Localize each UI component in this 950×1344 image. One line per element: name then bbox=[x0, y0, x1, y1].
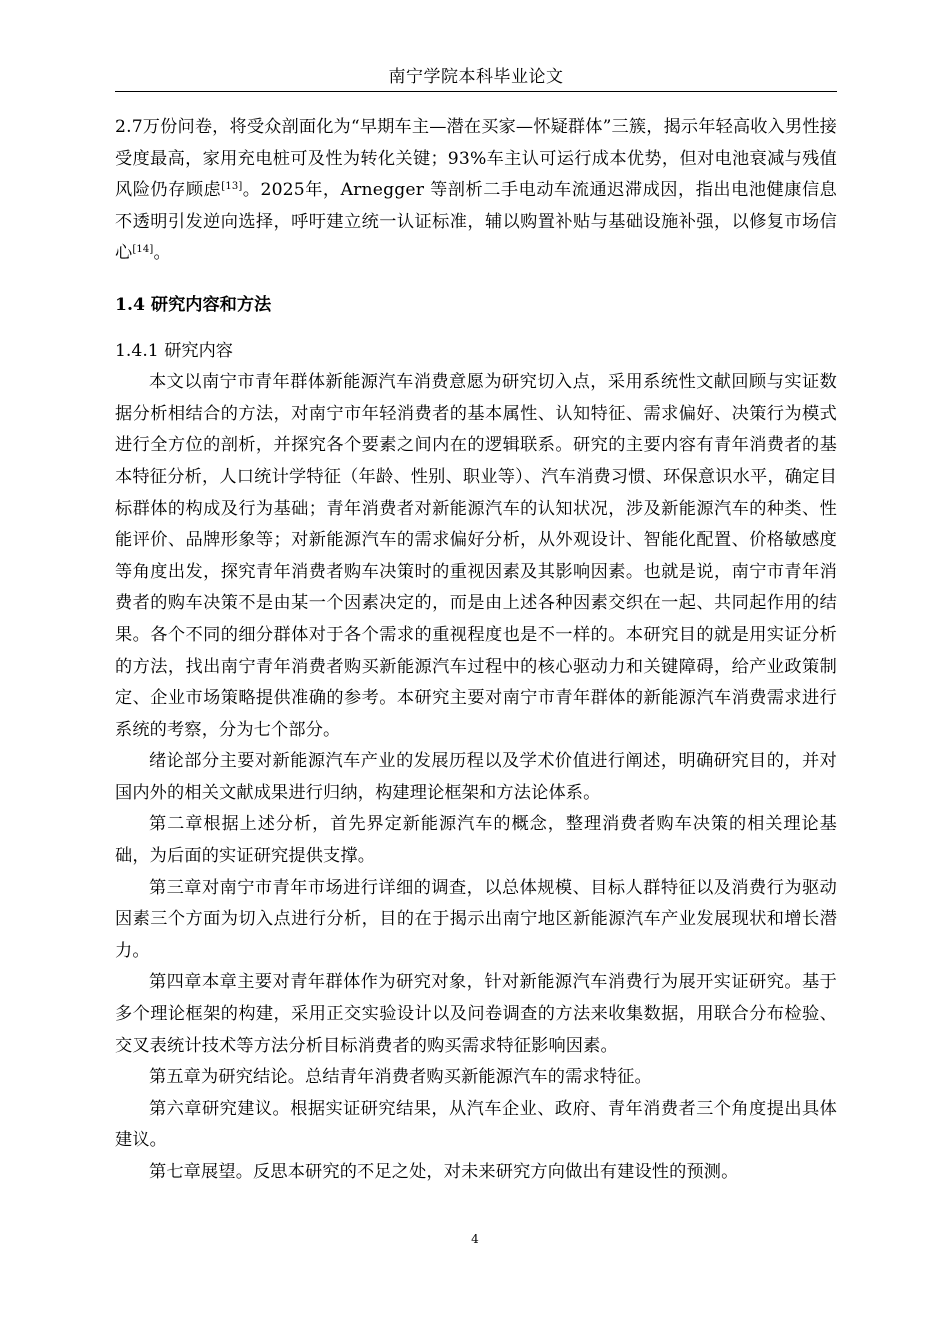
body-paragraph-chapter-2: 第二章根据上述分析，首先界定新能源汽车的概念，整理消费者购车决策的相关理论基础，为后面的实证研究提供支撑。 bbox=[115, 814, 837, 867]
section-heading: 1.4 研究内容和方法 bbox=[115, 294, 272, 315]
body-paragraph-chapter-5: 第五章为研究结论。总结青年消费者购买新能源汽车的需求特征。 bbox=[149, 1067, 652, 1088]
page-number: 4 bbox=[471, 1232, 479, 1246]
subsection-heading: 1.4.1 研究内容 bbox=[115, 340, 233, 361]
body-paragraph-chapter-1: 绪论部分主要对新能源汽车产业的发展历程以及学术价值进行阐述，明确研究目的，并对国内外的相关文献成果进行归纳，构建理论框架和方法论体系。 bbox=[115, 751, 837, 803]
intro-text-part1: 2.7万份问卷，将受众剖面化为“早期车主—潜在买家—怀疑群体”三簇，揭示年轻高收入男性接受度最高，家用充电桩可及性为转化关键；93%车主认可运行成本优势，但对电池衰减与残值风险仍存顾虑 bbox=[115, 117, 837, 201]
intro-text-part2: 。2025年，Arnegger 等剖析二手电动车流通迟滞成因，指出电池健康信息不透明引发逆向选择，呼吁建立统一认证标准，辅以购置补贴与基础设施补强，以修复市场信心 bbox=[115, 180, 837, 264]
body-paragraph-research-content: 本文以南宁市青年群体新能源汽车消费意愿为研究切入点，采用系统性文献回顾与实证数据分析相结合的方法，对南宁市年轻消费者的基本属性、认知特征、需求偏好、决策行为模式进行全方位的剖析，并探究各个要素之间内在的逻辑联系。研究的主要内容有青年消费者的基本特征分析，人口统计学特征（年龄、性别、职业等）、汽车消费习惯、环保意识水平，确定目标群体的构成及行为基础；青年消费者对新能源汽车的认知状况，涉及新能源汽车的种类、性能评价、品牌形象等；对新能源汽车的需求偏好分析，从外观设计、智能化配置、价格敏感度等角度出发，探究青年消费者购车决策时的重视因素及其影响因素。也就是说，南宁市青年消费者的购车决策不是由某一个因素决定的，而是由上述各种因素交织在一起、共同起作用的结果。各个不同的细分群体对于各个需求的重视程度也是不一样的。本研究目的就是用实证分析的方法，找出南宁青年消费者购买新能源汽车过程中的核心驱动力和关键障碍，给产业政策制定、企业市场策略提供准确的参考。本研究主要对南宁市青年群体的新能源汽车消费需求进行系统的考察，分为七个部分。 bbox=[115, 372, 837, 740]
intro-text-part3: 。 bbox=[153, 243, 171, 264]
intro-paragraph bbox=[115, 112, 837, 270]
body-paragraph-chapter-6: 第六章研究建议。根据实证研究结果，从汽车企业、政府、青年消费者三个角度提出具体建议。 bbox=[115, 1098, 837, 1151]
body-paragraph-chapter-4: 第四章本章主要对青年群体作为研究对象，针对新能源汽车消费行为展开实证研究。基于多个理论框架的构建，采用正交实验设计以及问卷调查的方法来收集数据，用联合分布检验、交叉表统计技术等方法分析目标消费者的购买需求特征影响因素。 bbox=[115, 972, 837, 1056]
document-body bbox=[115, 112, 837, 1189]
body-paragraph-chapter-7: 第七章展望。反思本研究的不足之处，对未来研究方向做出有建设性的预测。 bbox=[149, 1162, 739, 1182]
citation-13: [13] bbox=[221, 181, 243, 193]
citation-14: [14] bbox=[132, 244, 154, 256]
body-paragraph-chapter-3: 第三章对南宁市青年市场进行详细的调查，以总体规模、目标人群特征以及消费行为驱动因素三个方面为切入点进行分析，目的在于揭示出南宁地区新能源汽车产业发展现状和增长潜力。 bbox=[115, 877, 837, 961]
running-header-title: 南宁学院本科毕业论文 bbox=[388, 67, 564, 87]
header-divider bbox=[115, 91, 837, 92]
